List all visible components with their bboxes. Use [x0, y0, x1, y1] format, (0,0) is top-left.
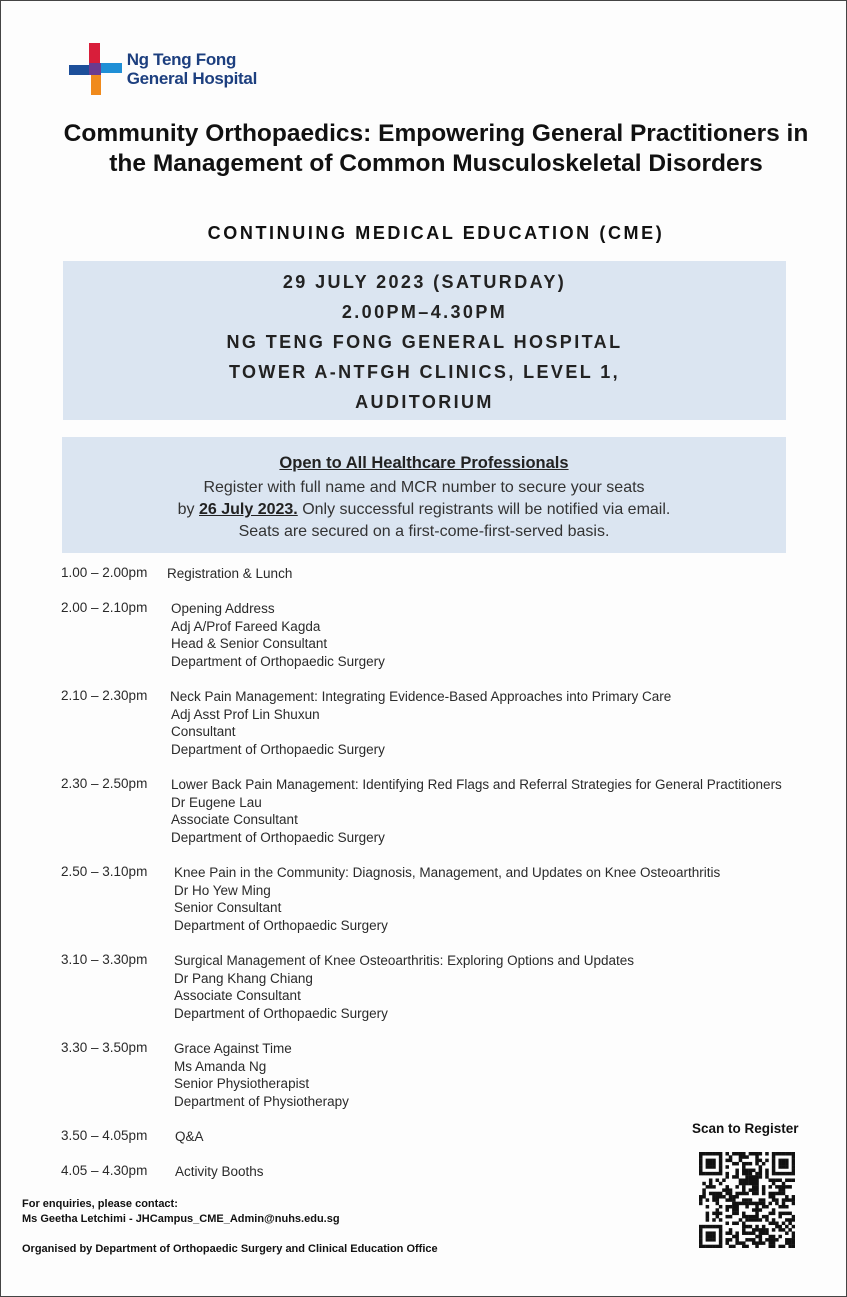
programme-speaker: Ms Amanda Ng [174, 1058, 267, 1074]
enquiry-contact: Ms Geetha Letchimi - JHCampus_CME_Admin@nuhs.edu.sg [22, 1213, 340, 1225]
programme-description [171, 776, 782, 846]
programme-speaker-role: Associate Consultant [174, 988, 301, 1004]
programme-time: 2.50 – 3.10pm [61, 864, 148, 879]
programme-department: Department of Orthopaedic Surgery [171, 653, 385, 669]
programme-time: 3.50 – 4.05pm [61, 1128, 148, 1143]
programme-description [174, 1040, 349, 1110]
registration-box [62, 437, 786, 553]
organiser-text: Organised by Department of Orthopaedic Surgery and Clinical Education Office [22, 1243, 438, 1255]
programme-title: Activity Booths [175, 1164, 264, 1179]
registration-line-1: Register with full name and MCR number to secure your seats [203, 479, 645, 496]
programme-description [174, 864, 720, 934]
programme-department: Department of Orthopaedic Surgery [174, 917, 388, 933]
registration-notice: Only successful registrants will be notified via email. [297, 501, 671, 518]
page-subtitle: CONTINUING MEDICAL EDUCATION (CME) [207, 223, 665, 243]
programme-title: Registration & Lunch [167, 566, 293, 581]
programme-department: Department of Physiotherapy [174, 1093, 349, 1109]
registration-deadline: 26 July 2023. [199, 501, 298, 518]
programme-department: Department of Orthopaedic Surgery [174, 1005, 388, 1021]
programme-description [171, 600, 385, 670]
programme-speaker: Adj Asst Prof Lin Shuxun [171, 706, 320, 722]
programme-department: Department of Orthopaedic Surgery [171, 741, 385, 757]
programme-speaker-role: Head & Senior Consultant [171, 636, 328, 652]
programme-title: Opening Address [171, 601, 275, 616]
programme-description [174, 952, 634, 1022]
programme-time: 4.05 – 4.30pm [61, 1163, 148, 1178]
programme-title: Knee Pain in the Community: Diagnosis, Management, and Updates on Knee Osteoarthritis [174, 865, 721, 880]
programme-speaker: Dr Pang Khang Chiang [174, 970, 313, 986]
registration-line-3: Seats are secured on a first-come-first-served basis. [238, 523, 610, 540]
programme-title: Lower Back Pain Management: Identifying Red Flags and Referral Strategies for General Practitioners [171, 777, 782, 792]
logo-line-1: Ng Teng Fong [126, 50, 237, 69]
programme-time: 3.30 – 3.50pm [61, 1040, 148, 1055]
event-details-box [63, 261, 786, 420]
programme-speaker-role: Senior Physiotherapist [174, 1076, 310, 1092]
programme-title: Neck Pain Management: Integrating Evidence-Based Approaches into Primary Care [170, 689, 672, 704]
programme-time: 3.10 – 3.30pm [61, 952, 148, 967]
page-title: Community Orthopaedics: Empowering General Practitioners in the Management of Common Musculoskeletal Disorders [63, 120, 809, 177]
event-venue-line-2: TOWER A-NTFGH CLINICS, LEVEL 1, [228, 362, 621, 382]
programme-description [175, 1128, 204, 1146]
programme-speaker: Dr Eugene Lau [171, 794, 262, 810]
event-venue-line-1: NG TENG FONG GENERAL HOSPITAL [226, 332, 623, 352]
enquiry-label: For enquiries, please contact: [22, 1198, 178, 1210]
event-time: 2.00PM–4.30PM [341, 302, 508, 322]
programme-time: 2.00 – 2.10pm [61, 600, 148, 615]
programme-description [170, 688, 671, 758]
hospital-logo-icon [67, 43, 123, 95]
programme-speaker-role: Associate Consultant [171, 812, 298, 828]
hospital-logo [67, 43, 257, 95]
programme-speaker: Dr Ho Yew Ming [174, 882, 271, 898]
programme-speaker: Adj A/Prof Fareed Kagda [171, 618, 321, 634]
event-venue-line-3: AUDITORIUM [355, 392, 494, 412]
programme-speaker-role: Consultant [171, 724, 236, 740]
logo-line-2: General Hospital [126, 69, 257, 88]
programme-description [175, 1163, 264, 1181]
programme-time: 2.10 – 2.30pm [61, 688, 148, 703]
scan-to-register-label: Scan to Register [692, 1121, 799, 1136]
event-date: 29 JULY 2023 (SATURDAY) [282, 272, 567, 292]
registration-by: by [177, 501, 195, 518]
registration-line-2 [62, 499, 786, 521]
programme-description [167, 565, 292, 583]
programme-department: Department of Orthopaedic Surgery [171, 829, 385, 845]
programme-time: 2.30 – 2.50pm [61, 776, 148, 791]
programme-time: 1.00 – 2.00pm [61, 565, 148, 580]
programme-title: Q&A [175, 1129, 204, 1144]
registration-heading: Open to All Healthcare Professionals [279, 454, 569, 472]
programme-speaker-role: Senior Consultant [174, 900, 282, 916]
programme-title: Grace Against Time [174, 1041, 292, 1056]
programme-title: Surgical Management of Knee Osteoarthritis: Exploring Options and Updates [174, 953, 635, 968]
qr-code-icon[interactable] [699, 1152, 795, 1248]
logo-text [127, 50, 257, 88]
